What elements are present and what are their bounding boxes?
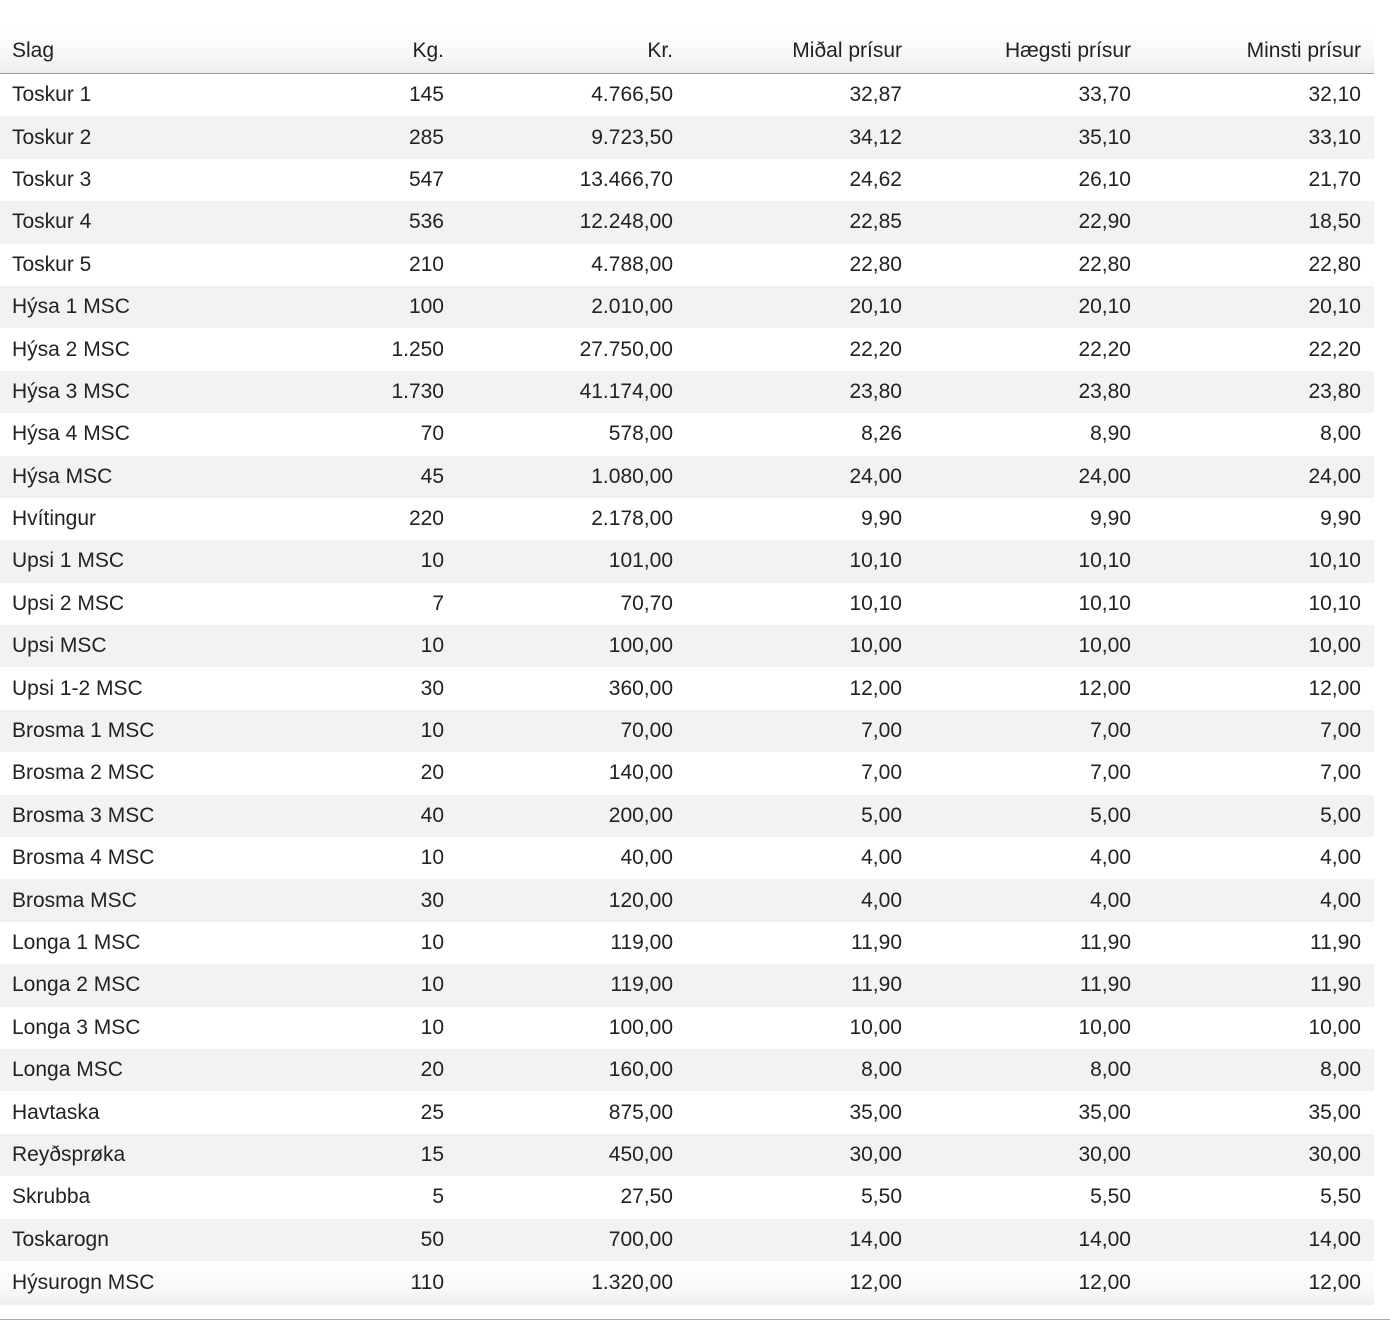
cell-haegsti-prisur: 4,00 [915, 837, 1144, 879]
table-row [0, 498, 1374, 540]
column-header-haegsti-prisur[interactable]: Hægsti prísur [915, 29, 1144, 74]
cell-slag: Hýsa 1 MSC [0, 286, 230, 328]
cell-slag: Toskur 1 [0, 74, 230, 117]
cell-haegsti-prisur: 14,00 [915, 1219, 1144, 1261]
cell-midal-prisur: 10,10 [686, 583, 915, 625]
cell-kr: 12.248,00 [457, 201, 686, 243]
price-table [0, 29, 1374, 1305]
cell-slag: Brosma MSC [0, 879, 230, 921]
cell-kr: 70,70 [457, 583, 686, 625]
cell-haegsti-prisur: 35,00 [915, 1091, 1144, 1133]
cell-midal-prisur: 10,00 [686, 625, 915, 667]
table-row [0, 795, 1374, 837]
cell-minsti-prisur: 8,00 [1144, 1049, 1374, 1091]
cell-slag: Brosma 3 MSC [0, 795, 230, 837]
cell-minsti-prisur: 18,50 [1144, 201, 1374, 243]
cell-midal-prisur: 24,00 [686, 456, 915, 498]
table-row [0, 116, 1374, 158]
table-row [0, 625, 1374, 667]
table-row [0, 667, 1374, 709]
cell-haegsti-prisur: 22,80 [915, 244, 1144, 286]
table-row [0, 456, 1374, 498]
cell-midal-prisur: 5,50 [686, 1176, 915, 1218]
cell-midal-prisur: 11,90 [686, 964, 915, 1006]
cell-slag: Toskur 2 [0, 116, 230, 158]
cell-kr: 200,00 [457, 795, 686, 837]
cell-minsti-prisur: 5,50 [1144, 1176, 1374, 1218]
cell-kg: 547 [230, 159, 457, 201]
table-row [0, 159, 1374, 201]
cell-kg: 285 [230, 116, 457, 158]
table-row [0, 328, 1374, 370]
cell-haegsti-prisur: 12,00 [915, 1261, 1144, 1305]
cell-minsti-prisur: 11,90 [1144, 964, 1374, 1006]
cell-kr: 119,00 [457, 922, 686, 964]
cell-midal-prisur: 10,10 [686, 540, 915, 582]
cell-haegsti-prisur: 8,00 [915, 1049, 1144, 1091]
cell-midal-prisur: 22,80 [686, 244, 915, 286]
cell-minsti-prisur: 23,80 [1144, 371, 1374, 413]
cell-slag: Brosma 4 MSC [0, 837, 230, 879]
cell-slag: Hýsa 4 MSC [0, 413, 230, 455]
table-row [0, 1134, 1374, 1176]
table-row [0, 964, 1374, 1006]
cell-slag: Toskur 4 [0, 201, 230, 243]
table-row [0, 1176, 1374, 1218]
cell-midal-prisur: 34,12 [686, 116, 915, 158]
cell-minsti-prisur: 4,00 [1144, 879, 1374, 921]
table-row [0, 540, 1374, 582]
table-row [0, 1261, 1374, 1305]
cell-haegsti-prisur: 5,00 [915, 795, 1144, 837]
column-header-midal-prisur[interactable]: Miðal prísur [686, 29, 915, 74]
cell-kr: 9.723,50 [457, 116, 686, 158]
cell-minsti-prisur: 7,00 [1144, 710, 1374, 752]
cell-slag: Hýsa 2 MSC [0, 328, 230, 370]
cell-midal-prisur: 4,00 [686, 879, 915, 921]
cell-kr: 875,00 [457, 1091, 686, 1133]
table-bottom-divider [0, 1319, 1390, 1320]
cell-midal-prisur: 24,62 [686, 159, 915, 201]
cell-kr: 578,00 [457, 413, 686, 455]
cell-kg: 7 [230, 583, 457, 625]
cell-haegsti-prisur: 8,90 [915, 413, 1144, 455]
cell-slag: Hýsa MSC [0, 456, 230, 498]
column-header-kg[interactable]: Kg. [230, 29, 457, 74]
cell-minsti-prisur: 10,10 [1144, 540, 1374, 582]
cell-haegsti-prisur: 20,10 [915, 286, 1144, 328]
cell-minsti-prisur: 30,00 [1144, 1134, 1374, 1176]
cell-kg: 20 [230, 1049, 457, 1091]
cell-kg: 110 [230, 1261, 457, 1305]
cell-kr: 1.080,00 [457, 456, 686, 498]
price-table-container [0, 29, 1374, 1305]
table-row [0, 413, 1374, 455]
table-row [0, 710, 1374, 752]
cell-kg: 70 [230, 413, 457, 455]
cell-midal-prisur: 7,00 [686, 710, 915, 752]
cell-midal-prisur: 35,00 [686, 1091, 915, 1133]
cell-slag: Brosma 1 MSC [0, 710, 230, 752]
cell-midal-prisur: 8,00 [686, 1049, 915, 1091]
cell-midal-prisur: 8,26 [686, 413, 915, 455]
cell-midal-prisur: 10,00 [686, 1007, 915, 1049]
cell-minsti-prisur: 10,00 [1144, 625, 1374, 667]
cell-kg: 25 [230, 1091, 457, 1133]
cell-kg: 1.250 [230, 328, 457, 370]
cell-kr: 27,50 [457, 1176, 686, 1218]
cell-kg: 40 [230, 795, 457, 837]
cell-kr: 70,00 [457, 710, 686, 752]
cell-midal-prisur: 9,90 [686, 498, 915, 540]
cell-kg: 145 [230, 74, 457, 117]
table-row [0, 1219, 1374, 1261]
cell-kg: 210 [230, 244, 457, 286]
cell-slag: Havtaska [0, 1091, 230, 1133]
cell-haegsti-prisur: 10,00 [915, 1007, 1144, 1049]
cell-kr: 140,00 [457, 752, 686, 794]
table-row [0, 1007, 1374, 1049]
cell-kg: 10 [230, 964, 457, 1006]
cell-slag: Hýsurogn MSC [0, 1261, 230, 1305]
cell-haegsti-prisur: 11,90 [915, 964, 1144, 1006]
cell-kg: 1.730 [230, 371, 457, 413]
cell-minsti-prisur: 9,90 [1144, 498, 1374, 540]
table-row [0, 1091, 1374, 1133]
cell-kr: 120,00 [457, 879, 686, 921]
cell-kr: 13.466,70 [457, 159, 686, 201]
cell-kr: 4.766,50 [457, 74, 686, 117]
cell-minsti-prisur: 22,20 [1144, 328, 1374, 370]
table-body [0, 74, 1374, 1305]
cell-minsti-prisur: 8,00 [1144, 413, 1374, 455]
cell-haegsti-prisur: 4,00 [915, 879, 1144, 921]
column-header-slag[interactable]: Slag [0, 29, 230, 74]
column-header-minsti-prisur[interactable]: Minsti prísur [1144, 29, 1374, 74]
cell-kr: 4.788,00 [457, 244, 686, 286]
table-header [0, 29, 1374, 74]
cell-minsti-prisur: 4,00 [1144, 837, 1374, 879]
table-row [0, 74, 1374, 117]
cell-minsti-prisur: 12,00 [1144, 667, 1374, 709]
cell-midal-prisur: 23,80 [686, 371, 915, 413]
table-row [0, 922, 1374, 964]
cell-midal-prisur: 12,00 [686, 1261, 915, 1305]
cell-kg: 5 [230, 1176, 457, 1218]
table-row [0, 244, 1374, 286]
cell-midal-prisur: 7,00 [686, 752, 915, 794]
cell-minsti-prisur: 5,00 [1144, 795, 1374, 837]
table-row [0, 583, 1374, 625]
table-row [0, 1049, 1374, 1091]
cell-haegsti-prisur: 33,70 [915, 74, 1144, 117]
cell-haegsti-prisur: 10,10 [915, 540, 1144, 582]
cell-haegsti-prisur: 10,10 [915, 583, 1144, 625]
cell-slag: Toskur 5 [0, 244, 230, 286]
cell-kg: 30 [230, 667, 457, 709]
cell-haegsti-prisur: 35,10 [915, 116, 1144, 158]
cell-haegsti-prisur: 7,00 [915, 752, 1144, 794]
table-row [0, 286, 1374, 328]
cell-kg: 10 [230, 625, 457, 667]
cell-midal-prisur: 32,87 [686, 74, 915, 117]
cell-slag: Upsi 1-2 MSC [0, 667, 230, 709]
table-row [0, 752, 1374, 794]
cell-slag: Longa 2 MSC [0, 964, 230, 1006]
cell-midal-prisur: 5,00 [686, 795, 915, 837]
cell-slag: Brosma 2 MSC [0, 752, 230, 794]
cell-kg: 10 [230, 837, 457, 879]
cell-kg: 45 [230, 456, 457, 498]
cell-haegsti-prisur: 12,00 [915, 667, 1144, 709]
cell-slag: Upsi 2 MSC [0, 583, 230, 625]
cell-minsti-prisur: 22,80 [1144, 244, 1374, 286]
cell-kr: 1.320,00 [457, 1261, 686, 1305]
cell-midal-prisur: 11,90 [686, 922, 915, 964]
cell-kr: 119,00 [457, 964, 686, 1006]
cell-kr: 360,00 [457, 667, 686, 709]
cell-kg: 20 [230, 752, 457, 794]
cell-midal-prisur: 22,20 [686, 328, 915, 370]
cell-kr: 160,00 [457, 1049, 686, 1091]
cell-kg: 536 [230, 201, 457, 243]
cell-haegsti-prisur: 22,90 [915, 201, 1144, 243]
cell-minsti-prisur: 35,00 [1144, 1091, 1374, 1133]
cell-kg: 50 [230, 1219, 457, 1261]
cell-minsti-prisur: 11,90 [1144, 922, 1374, 964]
cell-haegsti-prisur: 5,50 [915, 1176, 1144, 1218]
cell-kr: 101,00 [457, 540, 686, 582]
cell-minsti-prisur: 20,10 [1144, 286, 1374, 328]
cell-kg: 10 [230, 922, 457, 964]
cell-kg: 220 [230, 498, 457, 540]
table-row [0, 879, 1374, 921]
cell-minsti-prisur: 32,10 [1144, 74, 1374, 117]
cell-midal-prisur: 14,00 [686, 1219, 915, 1261]
cell-slag: Longa 3 MSC [0, 1007, 230, 1049]
cell-minsti-prisur: 24,00 [1144, 456, 1374, 498]
cell-minsti-prisur: 33,10 [1144, 116, 1374, 158]
table-row [0, 371, 1374, 413]
cell-kr: 100,00 [457, 1007, 686, 1049]
cell-haegsti-prisur: 22,20 [915, 328, 1144, 370]
cell-midal-prisur: 12,00 [686, 667, 915, 709]
table-row [0, 201, 1374, 243]
cell-minsti-prisur: 21,70 [1144, 159, 1374, 201]
cell-midal-prisur: 20,10 [686, 286, 915, 328]
cell-kr: 2.010,00 [457, 286, 686, 328]
cell-slag: Skrubba [0, 1176, 230, 1218]
cell-haegsti-prisur: 10,00 [915, 625, 1144, 667]
cell-slag: Longa 1 MSC [0, 922, 230, 964]
cell-slag: Toskur 3 [0, 159, 230, 201]
cell-haegsti-prisur: 26,10 [915, 159, 1144, 201]
cell-kg: 30 [230, 879, 457, 921]
cell-haegsti-prisur: 7,00 [915, 710, 1144, 752]
cell-midal-prisur: 4,00 [686, 837, 915, 879]
cell-haegsti-prisur: 9,90 [915, 498, 1144, 540]
cell-haegsti-prisur: 23,80 [915, 371, 1144, 413]
cell-haegsti-prisur: 11,90 [915, 922, 1144, 964]
cell-kg: 10 [230, 540, 457, 582]
cell-kr: 450,00 [457, 1134, 686, 1176]
header-row [0, 29, 1374, 74]
cell-minsti-prisur: 12,00 [1144, 1261, 1374, 1305]
cell-midal-prisur: 30,00 [686, 1134, 915, 1176]
cell-kr: 2.178,00 [457, 498, 686, 540]
column-header-kr[interactable]: Kr. [457, 29, 686, 74]
table-row [0, 837, 1374, 879]
cell-slag: Reyðsprøka [0, 1134, 230, 1176]
cell-kg: 100 [230, 286, 457, 328]
cell-slag: Longa MSC [0, 1049, 230, 1091]
cell-minsti-prisur: 14,00 [1144, 1219, 1374, 1261]
cell-haegsti-prisur: 24,00 [915, 456, 1144, 498]
cell-kg: 10 [230, 710, 457, 752]
cell-kr: 27.750,00 [457, 328, 686, 370]
cell-slag: Hvítingur [0, 498, 230, 540]
cell-kr: 700,00 [457, 1219, 686, 1261]
cell-midal-prisur: 22,85 [686, 201, 915, 243]
cell-haegsti-prisur: 30,00 [915, 1134, 1144, 1176]
cell-minsti-prisur: 10,10 [1144, 583, 1374, 625]
cell-slag: Upsi 1 MSC [0, 540, 230, 582]
cell-kr: 100,00 [457, 625, 686, 667]
cell-kg: 15 [230, 1134, 457, 1176]
cell-slag: Toskarogn [0, 1219, 230, 1261]
cell-minsti-prisur: 10,00 [1144, 1007, 1374, 1049]
cell-minsti-prisur: 7,00 [1144, 752, 1374, 794]
cell-slag: Hýsa 3 MSC [0, 371, 230, 413]
cell-kr: 40,00 [457, 837, 686, 879]
cell-slag: Upsi MSC [0, 625, 230, 667]
cell-kg: 10 [230, 1007, 457, 1049]
cell-kr: 41.174,00 [457, 371, 686, 413]
